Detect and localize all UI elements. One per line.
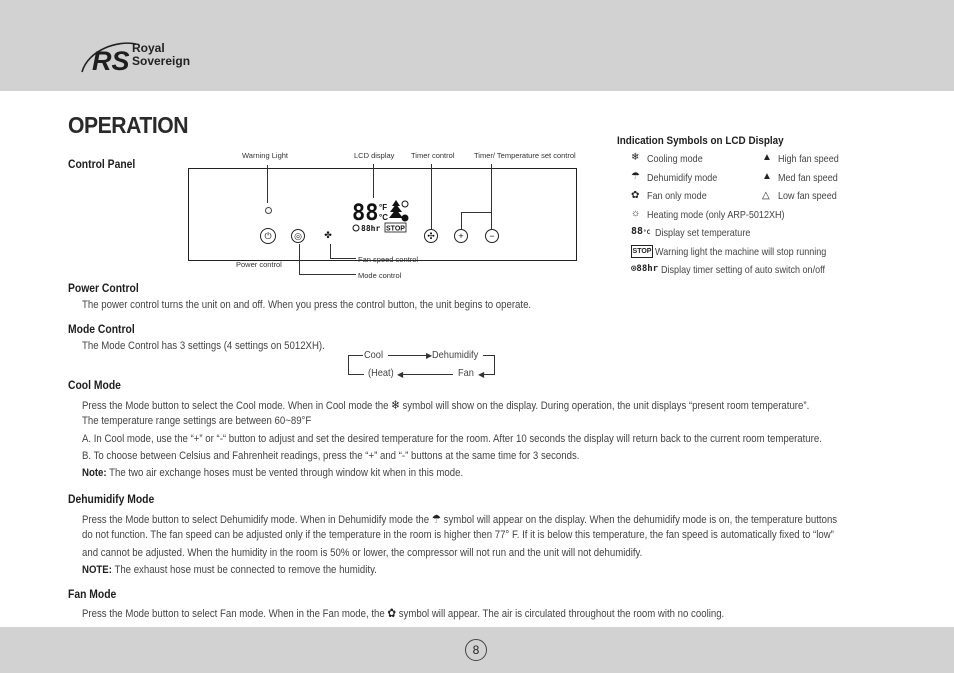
cool-line2: The temperature range settings are between 60~89°F [82,415,312,427]
mode-leader-h [299,274,356,275]
snowflake-icon: ❄ [391,398,400,412]
minus-leader [491,212,492,229]
timer-temp-label: Timer/ Temperature set control [474,151,576,160]
mode-text: The Mode Control has 3 settings (4 settings on 5012XH). [82,340,325,352]
flow-dehumidify: Dehumidify [432,349,479,361]
dehumidify-note [82,564,377,576]
flow-bottom-right [484,374,495,375]
dehumidify-heading: Dehumidify Mode [68,494,155,506]
flow-bottom-left [348,374,364,375]
fan-speed-leader [330,244,331,259]
flow-arrow-1 [388,355,428,356]
lcd-display [352,198,410,236]
droplet-icon: ☂ [431,512,442,526]
fan-line1b: symbol will appear. The air is circulated throughout the room with no cooling. [398,608,725,620]
power-control-label: Power control [236,260,282,269]
fan-line1a: Press the Mode button to select Fan mode. When in the Fan mode, the [82,608,385,620]
high-fan-icon: ▲ [762,152,772,163]
snowflake-icon: ❄ [631,152,640,163]
flow-fan: Fan [458,367,474,379]
lcd-unit-f: °F [379,203,388,212]
fan-icon: ✿ [387,606,397,620]
dehumidify-note-text: The exhaust hose must be connected to remove the humidity. [114,564,377,576]
cool-heading: Cool Mode [68,380,121,392]
temp-digits-icon [631,226,653,238]
fan-speed-button[interactable]: ✤ [324,230,332,240]
lcd-snowflake-icon [402,201,408,207]
page-title: OPERATION [68,112,189,138]
warning-light [265,207,272,214]
dehumidify-line1 [82,512,837,526]
lcd-stop: STOP [386,225,405,233]
lcd-unit-c: °C [379,213,388,222]
cool-note-label: Note: [82,467,107,479]
warning-leader [267,165,268,203]
indication-heading: Indication Symbols on LCD Display [617,135,784,147]
power-text: The power control turns the unit on and off. When you press the control button, the unit begins to operate. [82,299,532,311]
timer-glyph: 88hr [636,264,659,274]
cool-line1b: symbol will show on the display. During operation, the unit displays “present room temperature”. [402,400,810,412]
fan-icon: ✿ [631,190,640,201]
timer-temp-branch [461,212,492,213]
logo-text [132,42,190,68]
temp-unit-glyph: °C [643,229,651,236]
timer-control-label: Timer control [411,151,455,160]
stop-icon [631,245,653,258]
indication-item-5: Warning light the machine will stop running [655,246,827,258]
flow-heat: (Heat) [368,367,394,379]
indication-item-0: Cooling mode [647,153,703,165]
flow-right-line [494,355,495,375]
dehumidify-line1a: Press the Mode button to select Dehumidify mode. When in Dehumidify mode the [82,514,430,526]
cool-line4: B. To choose between Celsius and Fahrenheit readings, press the “+” and “-” buttons at the same time for 3 seconds. [82,450,580,462]
timer-temp-leader [491,164,492,212]
mode-heading: Mode Control [68,324,135,336]
page-number: 8 [465,639,487,661]
flow-top-left [348,355,363,356]
indication-item-2: Fan only mode [647,190,707,202]
warning-light-label: Warning Light [242,151,288,160]
fan-heading: Fan Mode [68,589,117,601]
fan-line1 [82,606,724,620]
lcd-timer: 88hr [361,224,381,233]
plus-button[interactable]: + [454,229,468,243]
lcd-digits: 88 [352,201,379,226]
flow-arrow-2 [401,374,453,375]
fan-item-2: Low fan speed [778,190,837,202]
lcd-fan-icon [402,215,409,222]
lcd-fan-speed-icon [389,200,403,218]
mode-button[interactable]: ◎ [291,229,305,243]
indication-item-4: Display set temperature [655,227,751,239]
fan-item-0: High fan speed [778,153,839,165]
stop-glyph: STOP [632,248,652,255]
dehumidify-line1b: symbol will appear on the display. When the dehumidify mode is on, the temperature buttons [443,514,838,526]
dehumidify-line3: and cannot be adjusted. When the humidity in the room is 50% or lower, the compressor will not run and the unit will not dehumidify. [82,547,643,559]
lcd-leader [373,164,374,198]
med-fan-icon: ▲ [762,171,772,182]
fan-speed-control-label: Fan speed control [358,255,419,264]
minus-button[interactable]: − [485,229,499,243]
svg-text:RS: RS [92,46,130,76]
low-fan-icon: △ [762,190,770,201]
logo-line1: Royal [132,41,165,55]
fan-item-1: Med fan speed [778,172,838,184]
power-heading: Power Control [68,283,139,295]
temp-digits-glyph: 88 [631,226,644,237]
sun-icon: ☼ [631,208,641,219]
droplet-icon: ☂ [631,171,640,182]
timer-leader [431,164,432,229]
logo-line2: Sovereign [132,54,191,68]
arrow-right-icon: ▶ [426,351,433,360]
cool-line1a: Press the Mode button to select the Cool mode. When in Cool mode the [82,400,389,412]
arrow-left-icon-2: ◀ [397,370,404,379]
indication-item-1: Dehumidify mode [647,172,718,184]
cool-note [82,467,463,479]
flow-cool: Cool [364,349,384,361]
dehumidify-note-label: NOTE: [82,564,112,576]
indication-item-3: Heating mode (only ARP-5012XH) [647,209,785,221]
mode-control-label: Mode control [358,271,402,280]
mode-leader [299,244,300,275]
control-panel-heading: Control Panel [68,159,136,171]
power-button[interactable]: ⏻ [260,228,276,244]
arrow-left-icon: ◀ [478,370,485,379]
plus-leader [461,212,462,229]
lcd-display-label: LCD display [354,151,395,160]
cool-line3: A. In Cool mode, use the “+” or “-“ button to adjust and set the desired temperature for the room. After 10 seconds the display will return back to the current room temperature. [82,433,822,445]
fan-speed-leader-h [330,258,356,259]
timer-icon: ⊙88hr [631,264,659,274]
cool-note-text: The two air exchange hoses must be vented through window kit when in this mode. [109,467,464,479]
flow-left-line [348,355,349,375]
timer-button[interactable]: ✣ [424,229,438,243]
dehumidify-line2: do not function. The fan speed can be adjusted only if the temperature in the room is higher then 77° F. If it is below this temperature, the fan speed is automatically fixed to “low” [82,529,834,541]
cool-line1 [82,398,809,412]
indication-item-6: Display timer setting of auto switch on/off [661,264,825,276]
